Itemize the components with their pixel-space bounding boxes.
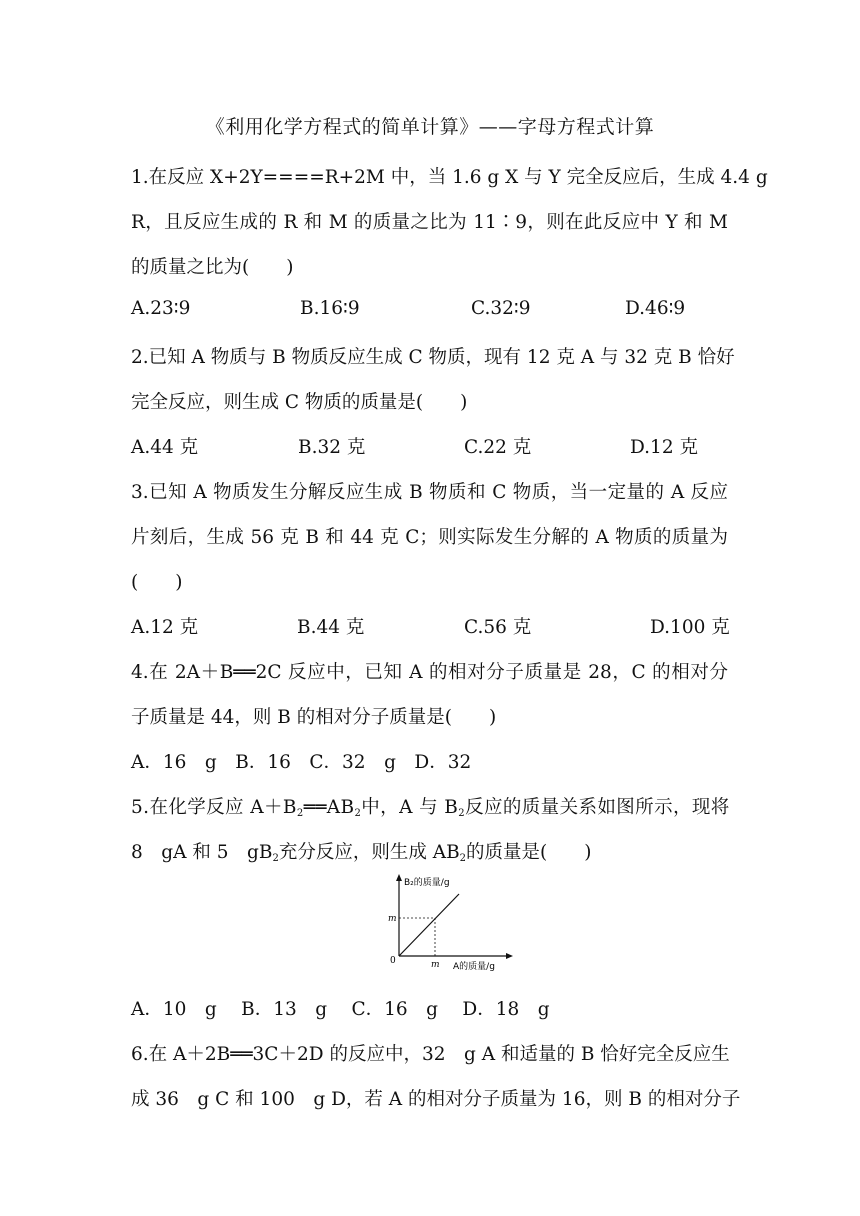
- q2-line-2: 完全反应，则生成 C 物质的质量是( ): [131, 392, 468, 413]
- q3-option-b: B.44 克: [297, 617, 365, 638]
- q5-mass-graph: [383, 872, 515, 978]
- graph-y-label: B₂的质量/g: [404, 878, 450, 888]
- graph-x-label: A的质量/g: [453, 962, 495, 972]
- q6-line-2: 成 36 g C 和 100 g D，若 A 的相对分子质量为 16，则 B 的相对分子: [131, 1089, 741, 1110]
- q3-option-a: A.12 克: [131, 617, 199, 638]
- q2-option-b: B.32 克: [298, 437, 366, 458]
- q1-option-c: C.32∶9: [471, 298, 531, 319]
- q5-line-1-part-c: 中，A 与 B: [361, 797, 459, 818]
- q5-line-1-part-b: ══AB: [303, 797, 355, 818]
- q5-line-1-sub-2: 2: [354, 808, 362, 819]
- q5-line-1-part-d: 反应的质量关系如图所示，现将: [465, 797, 730, 818]
- q1-line-1: 1.在反应 X+2Y====R+2M 中，当 1.6 g X 与 Y 完全反应后，生成 4.4 g: [131, 167, 768, 188]
- graph-origin-label: 0: [390, 956, 396, 966]
- q1-option-a: A.23∶9: [131, 298, 191, 319]
- q2-option-c: C.22 克: [464, 437, 532, 458]
- q4-options: A．16 g B．16 C．32 g D．32: [131, 752, 472, 773]
- q5-line-2-part-c: 的质量是( ): [466, 842, 592, 863]
- q3-option-d: D.100 克: [650, 617, 730, 638]
- q5-line-2-sub-2: 2: [459, 853, 467, 864]
- q1-option-b: B.16∶9: [300, 298, 360, 319]
- q6-line-1: 6.在 A＋2B══3C＋2D 的反应中，32 g A 和适量的 B 恰好完全反应生: [131, 1044, 730, 1065]
- q2-option-a: A.44 克: [131, 437, 199, 458]
- q5-line-2-part-b: 充分反应，则生成 AB: [278, 842, 460, 863]
- q5-line-1: [131, 793, 730, 819]
- q5-options: A．10 g B．13 g C．16 g D．18 g: [131, 999, 550, 1020]
- q5-line-1-sub-3: 2: [458, 808, 466, 819]
- graph-y-arrow-icon: [396, 874, 402, 881]
- q5-line-2-sub-1: 2: [272, 853, 279, 864]
- q4-line-1: 4.在 2A＋B══2C 反应中，已知 A 的相对分子质量是 28，C 的相对分: [131, 662, 728, 683]
- q2-option-d: D.12 克: [630, 437, 698, 458]
- q3-line-1: 3.已知 A 物质发生分解反应生成 B 物质和 C 物质，当一定量的 A 反应: [131, 482, 728, 503]
- q3-line-3: ( ): [131, 572, 183, 593]
- q3-line-2: 片刻后，生成 56 克 B 和 44 克 C；则实际发生分解的 A 物质的质量为: [131, 527, 728, 548]
- q4-line-2: 子质量是 44，则 B 的相对分子质量是( ): [131, 707, 497, 728]
- q1-line-2: R，且反应生成的 R 和 M 的质量之比为 11∶9，则在此反应中 Y 和 M: [131, 212, 728, 233]
- graph-m-x-label: m: [431, 960, 440, 970]
- q5-line-1-sub-1: 2: [296, 808, 304, 819]
- graph-mass-line: [399, 894, 459, 956]
- q5-line-1-part-a: 5.在化学反应 A＋B: [131, 797, 297, 818]
- q5-line-2: [131, 838, 591, 864]
- q3-option-c: C.56 克: [464, 617, 532, 638]
- q2-line-1: 2.已知 A 物质与 B 物质反应生成 C 物质，现有 12 克 A 与 32 克 B 恰好: [131, 347, 735, 368]
- graph-m-y-label: m: [388, 914, 397, 924]
- q5-line-2-part-a: 8 gA 和 5 gB: [131, 842, 273, 863]
- q1-line-3: 的质量之比为( ): [131, 257, 294, 278]
- page-title: 《利用化学方程式的简单计算》——字母方程式计算: [205, 116, 655, 138]
- graph-x-arrow-icon: [506, 953, 513, 959]
- q1-option-d: D.46∶9: [625, 298, 686, 319]
